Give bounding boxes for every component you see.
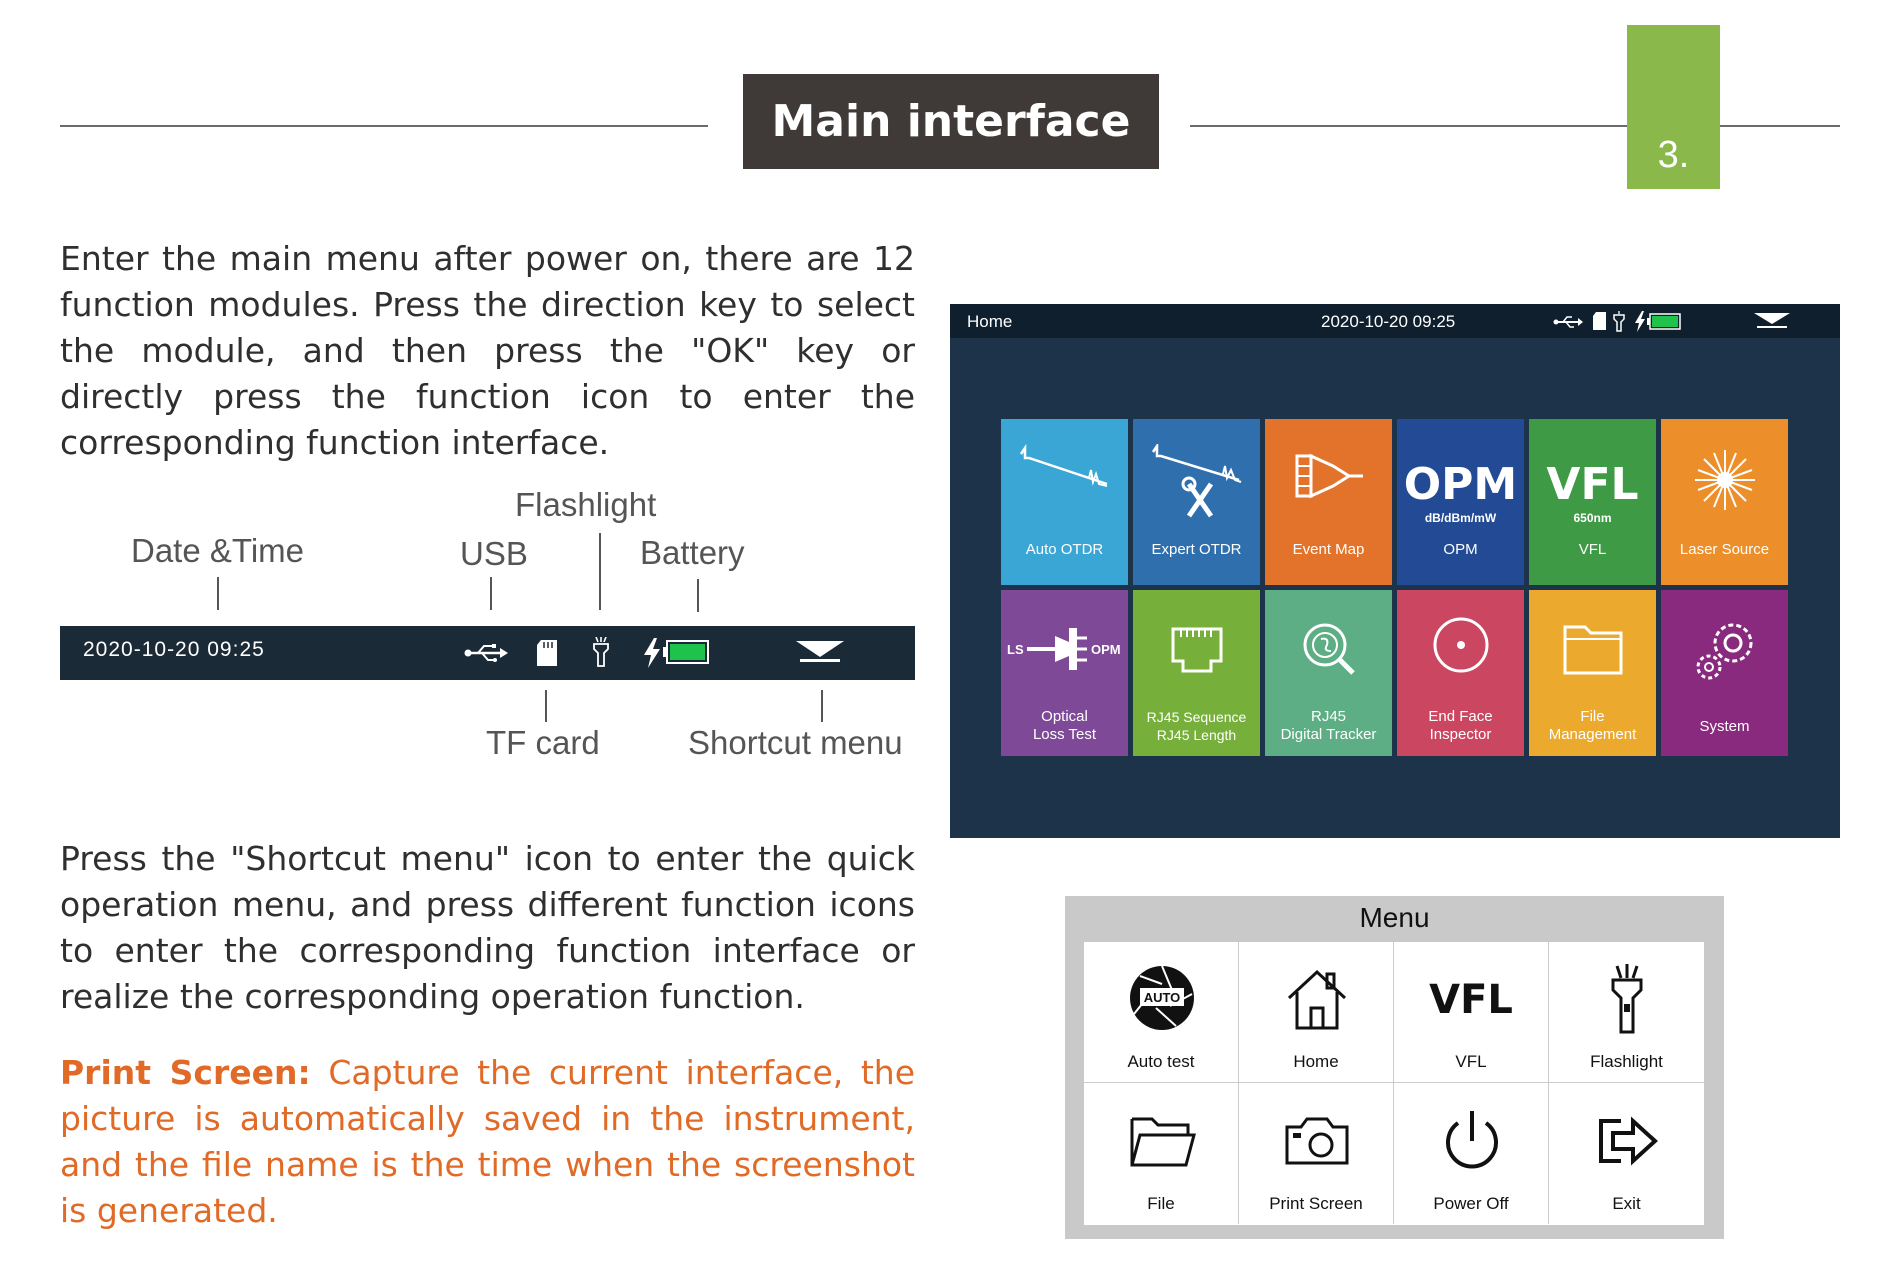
tile-end-face-inspector-label-1: End Face <box>1428 708 1493 725</box>
header-rule-left <box>60 125 708 127</box>
menu-item-home[interactable] <box>1239 942 1394 1083</box>
flashlight-icon <box>1591 964 1663 1036</box>
tile-laser-source[interactable] <box>1661 419 1788 585</box>
tile-end-face-inspector-label-2: Inspector <box>1429 726 1492 743</box>
menu-title: Menu <box>1359 902 1430 933</box>
tile-file-management-label-1: File <box>1580 708 1605 725</box>
menu-item-file-label: File <box>1147 1194 1175 1213</box>
tile-rj45-sequence-label-2: RJ45 Length <box>1156 727 1237 743</box>
tile-rj45-tracker[interactable] <box>1265 590 1392 756</box>
menu-item-power-off-label: Power Off <box>1433 1194 1509 1213</box>
print-screen-label: Print Screen: <box>60 1053 311 1092</box>
label-battery: Battery <box>640 534 745 571</box>
screen-datetime: 2020-10-20 09:25 <box>1321 312 1456 331</box>
battery-icon <box>663 640 709 664</box>
tile-auto-otdr[interactable] <box>1001 419 1128 585</box>
vfl-glyph: VFL <box>1546 459 1639 510</box>
tile-auto-otdr-label: Auto OTDR <box>1025 541 1104 558</box>
folder-icon <box>1547 615 1639 685</box>
tick-battery <box>697 579 699 612</box>
label-usb: USB <box>460 535 528 572</box>
screen-shortcut-menu-icon[interactable] <box>1754 312 1790 332</box>
intro-paragraph: Enter the main menu after power on, there are 12 function modules. Press the direction key to select the module, and then press the "OK" key or directly press the function icon to enter the corresponding function interface. <box>60 239 915 462</box>
tick-tf-card <box>545 690 547 722</box>
end-face-icon <box>1415 615 1507 685</box>
loss-test-ls-text: LS <box>1007 642 1024 657</box>
tile-optical-loss-test-label-2: Loss Test <box>1032 726 1097 743</box>
vfl-text-icon: VFL <box>1429 977 1513 1023</box>
tile-rj45-sequence-label-1: RJ45 Sequence <box>1146 709 1247 725</box>
page-number-tab <box>1627 25 1720 189</box>
laser-burst-icon <box>1679 444 1771 524</box>
tile-file-management[interactable] <box>1529 590 1656 756</box>
print-screen-paragraph <box>60 1050 915 1234</box>
power-icon <box>1436 1105 1508 1177</box>
screen-home-label: Home <box>967 312 1013 331</box>
screen-flashlight-icon <box>1613 311 1625 332</box>
charging-bolt-icon <box>643 638 661 668</box>
device-main-screen <box>950 304 1840 838</box>
page-number: 3. <box>1657 134 1690 176</box>
tile-vfl-label: VFL <box>1578 541 1607 558</box>
menu-item-exit-label: Exit <box>1612 1194 1641 1213</box>
tile-opm-label: OPM <box>1443 541 1478 558</box>
auto-badge-text: AUTO <box>1143 990 1181 1005</box>
screen-charging-bolt-icon <box>1634 311 1646 332</box>
tile-end-face-inspector[interactable] <box>1397 590 1524 756</box>
vfl-wavelength: 650nm <box>1573 511 1612 525</box>
menu-item-flashlight-label: Flashlight <box>1590 1052 1663 1071</box>
label-date-time: Date &Time <box>131 532 304 569</box>
camera-icon <box>1281 1105 1353 1177</box>
rj45-port-icon <box>1151 615 1243 685</box>
expert-otdr-tools-icon <box>1151 444 1243 524</box>
menu-item-auto-test-label: Auto test <box>1127 1052 1195 1071</box>
screen-tf-card-icon <box>1593 312 1606 330</box>
home-icon <box>1281 964 1353 1036</box>
tile-expert-otdr-label: Expert OTDR <box>1151 541 1242 558</box>
menu-item-print-screen-label: Print Screen <box>1269 1194 1363 1213</box>
shortcut-paragraph: Press the "Shortcut menu" icon to enter the quick operation menu, and press different function icons to enter the corresponding function interface or realize the corresponding operation function. <box>60 839 915 1016</box>
otdr-trace-icon <box>1019 444 1111 504</box>
shortcut-menu-panel <box>1065 896 1724 1239</box>
menu-item-print-screen[interactable] <box>1239 1083 1394 1224</box>
label-tf-card: TF card <box>486 724 600 761</box>
tile-rj45-sequence[interactable] <box>1133 590 1260 756</box>
tile-event-map[interactable] <box>1265 419 1392 585</box>
tracker-magnifier-icon <box>1283 615 1375 685</box>
tile-laser-source-label: Laser Source <box>1679 541 1770 558</box>
tile-optical-loss-test-label-1: Optical <box>1041 708 1088 725</box>
tile-optical-loss-test[interactable] <box>1001 590 1128 756</box>
tile-opm[interactable] <box>1397 419 1524 585</box>
tile-rj45-tracker-label-1: RJ45 <box>1310 708 1347 725</box>
screen-usb-icon <box>1553 315 1583 329</box>
loss-test-opm-text: OPM <box>1091 642 1121 657</box>
print-screen-text: Capture the current interface, the picture is automatically saved in the instrument, and the file name is the time when the screenshot is generated. <box>60 1053 916 1230</box>
menu-item-vfl[interactable] <box>1394 942 1549 1083</box>
tick-flashlight <box>599 533 601 610</box>
menu-item-exit[interactable] <box>1549 1083 1704 1224</box>
tick-usb <box>490 577 492 610</box>
folder-icon <box>1126 1105 1198 1177</box>
flashlight-icon <box>592 637 610 667</box>
menu-item-file[interactable] <box>1084 1083 1239 1224</box>
status-bar-diagram <box>60 626 915 680</box>
gears-icon <box>1679 615 1771 691</box>
tile-vfl[interactable] <box>1529 419 1656 585</box>
label-flashlight: Flashlight <box>515 486 657 523</box>
label-shortcut-menu: Shortcut menu <box>688 724 903 761</box>
tile-system[interactable] <box>1661 590 1788 756</box>
screen-status-bar <box>950 304 1840 338</box>
opm-units: dB/dBm/mW <box>1424 511 1497 525</box>
event-map-icon <box>1283 444 1375 514</box>
menu-item-vfl-label: VFL <box>1455 1052 1487 1071</box>
auto-test-icon <box>1126 964 1198 1036</box>
menu-item-home-label: Home <box>1293 1052 1339 1071</box>
page-title: Main interface <box>743 74 1159 169</box>
loss-test-connector-icon <box>1005 624 1125 674</box>
menu-grid <box>1084 942 1704 1225</box>
menu-item-flashlight[interactable] <box>1549 942 1704 1083</box>
header-rule-right <box>1190 125 1840 127</box>
status-bar-datetime: 2020-10-20 09:25 <box>83 638 265 661</box>
shortcut-menu-icon[interactable] <box>796 639 844 667</box>
exit-icon <box>1591 1105 1663 1177</box>
tf-card-icon <box>537 640 557 666</box>
menu-item-power-off[interactable] <box>1394 1083 1549 1224</box>
tile-file-management-label-2: Management <box>1548 726 1637 743</box>
tick-shortcut-menu <box>821 690 823 722</box>
tile-event-map-label: Event Map <box>1292 541 1365 558</box>
tile-system-label: System <box>1699 718 1750 735</box>
screen-battery-icon <box>1647 313 1681 330</box>
tick-date-time <box>217 577 219 610</box>
tile-expert-otdr[interactable] <box>1133 419 1260 585</box>
usb-icon <box>464 643 508 663</box>
tile-rj45-tracker-label-2: Digital Tracker <box>1280 726 1377 743</box>
menu-item-auto-test[interactable] <box>1084 942 1239 1083</box>
opm-glyph: OPM <box>1403 459 1518 510</box>
